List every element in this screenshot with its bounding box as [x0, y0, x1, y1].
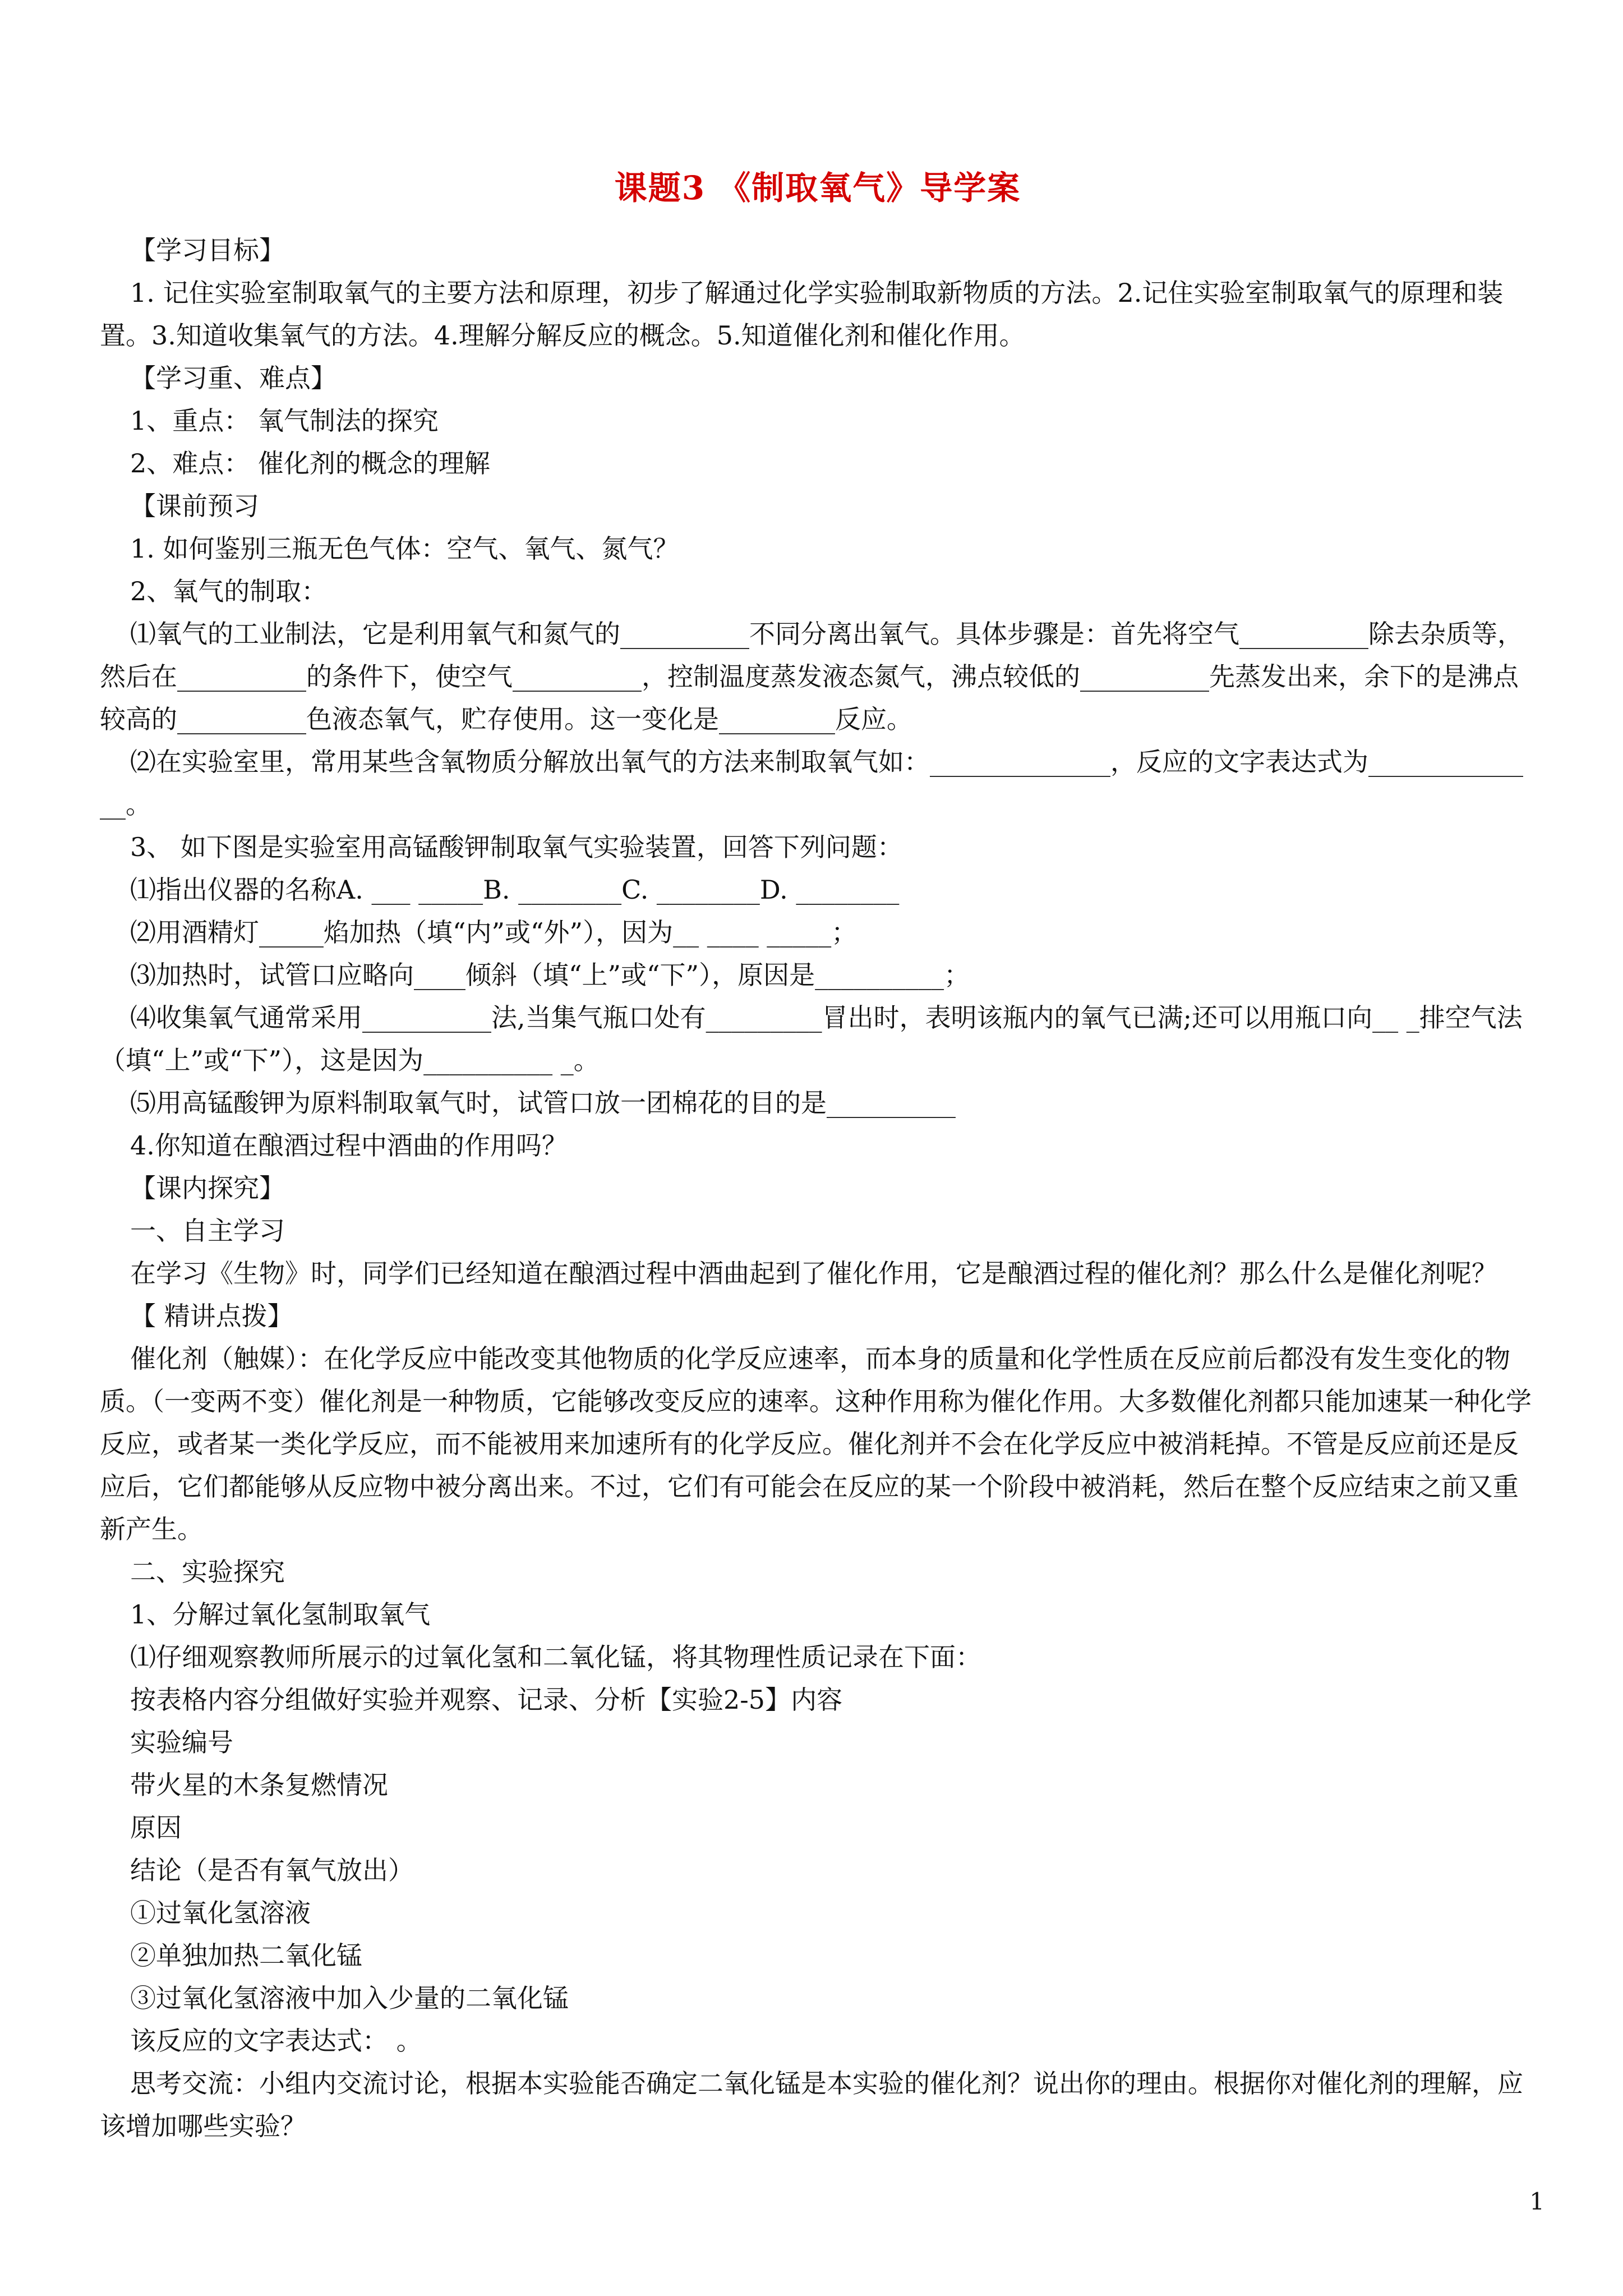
section-heading-key-points: 【学习重、难点】 — [130, 363, 336, 393]
page-number: 1 — [1529, 2188, 1544, 2215]
objectives-text: 1. 记住实验室制取氧气的主要方法和原理，初步了解通过化学实验制取新物质的方法。2.记住实验室制取氧气的原理和装置。3.知道收集氧气的方法。4.理解分解反应的概念。5.知道催化剂和催化作用。 — [100, 278, 1504, 351]
section-heading-preview: 【课前预习 — [130, 491, 259, 521]
question-3-part-2: ⑵用酒精灯_____焰加热（填“内”或“外”），因为__ ____ _____； — [130, 917, 857, 947]
catalyst-paragraph: 催化剂（触媒）：在化学反应中能改变其他物质的化学反应速率，而本身的质量和化学性质在反应前后都没有发生变化的物质。（一变两不变）催化剂是一种物质，它能够改变反应的速率。这种作用称为催化作用。大多数催化剂都只能加速某一种化学反应，或者某一类化学反应，而不能被用来加速所有的化学反应。催化剂并不会在化学反应中被消耗掉。不管是反应前还是反应后，它们都能够从反应物中被分离出来。不过，它们有可能会在反应的某一个阶段中被消耗，然后在整个反应结束之前又重新产生。 — [100, 1343, 1532, 1544]
subsection-experiment: 二、实验探究 — [130, 1557, 285, 1587]
preview-question-2: 2、氧气的制取： — [130, 576, 328, 606]
preview-question-3: 3、 如下图是实验室用高锰酸钾制取氧气实验装置，回答下列问题： — [130, 832, 903, 862]
experiment-instruction: 按表格内容分组做好实验并观察、记录、分析【实验2-5】内容 — [130, 1685, 843, 1715]
table-label-splint-result: 带火星的木条复燃情况 — [130, 1770, 388, 1800]
key-point-line: 1、重点： 氧气制法的探究 — [130, 406, 439, 436]
lab-method-paragraph: ⑵在实验室里，常用某些含氧物质分解放出氧气的方法来制取氧气如：______________，反应的文字表达式为______________。 — [100, 747, 1523, 820]
table-row-2: ②单独加热二氧化锰 — [130, 1940, 362, 1971]
experiment-1-heading: 1、分解过氧化氢制取氧气 — [130, 1599, 431, 1630]
industrial-method-paragraph: ⑴氧气的工业制法，它是利用氧气和氮气的__________不同分离出氧气。具体步骤是：首先将空气__________除去杂质等，然后在__________的条件下，使空气__________，控制温度蒸发液态氮气，沸点较低的__________先蒸发出来，余下的是沸点较高的__________色液态氧气，贮存使用。这一变化是_________反应。 — [100, 619, 1523, 734]
difficulty-line: 2、难点： 催化剂的概念的理解 — [130, 448, 490, 478]
section-heading-explanation: 【 精讲点拨】 — [130, 1301, 293, 1331]
preview-question-1: 1. 如何鉴别三瓶无色气体：空气、氧气、氮气？ — [130, 533, 679, 564]
question-3-part-1: ⑴指出仪器的名称A. ___ _____B. ________C. ________D. ________ — [130, 875, 900, 905]
table-label-reason: 原因 — [130, 1812, 182, 1843]
table-row-3: ③过氧化氢溶液中加入少量的二氧化锰 — [130, 1983, 569, 2013]
self-study-paragraph: 在学习《生物》时，同学们已经知道在酿酒过程中酒曲起到了催化作用，它是酿酒过程的催化剂？那么什么是催化剂呢？ — [130, 1258, 1497, 1289]
document-page — [100, 163, 1536, 2147]
table-label-conclusion: 结论（是否有氧气放出） — [130, 1855, 414, 1885]
table-label-experiment-number: 实验编号 — [130, 1727, 233, 1757]
question-3-part-4: ⑷收集氧气通常采用__________法,当集气瓶口处有_________冒出时，表明该瓶内的氧气已满;还可以用瓶口向__ _排空气法 （填“上”或“下”），这是因为__________ _。 — [100, 1002, 1531, 1075]
question-3-part-5: ⑸用高锰酸钾为原料制取氧气时，试管口放一团棉花的目的是__________ — [130, 1088, 956, 1118]
discussion-paragraph: 思考交流：小组内交流讨论，根据本实验能否确定二氧化锰是本实验的催化剂？说出你的理由。根据你对催化剂的理解，应该增加哪些实验？ — [100, 2068, 1523, 2141]
document-title: 课题3 《制取氧气》导学案 — [614, 169, 1021, 207]
experiment-1-step-1: ⑴仔细观察教师所展示的过氧化氢和二氧化锰，将其物理性质记录在下面： — [130, 1642, 981, 1672]
preview-question-4: 4.你知道在酿酒过程中酒曲的作用吗？ — [130, 1130, 568, 1161]
reaction-expression-line: 该反应的文字表达式： 。 — [130, 2026, 422, 2056]
subsection-self-study: 一、自主学习 — [130, 1216, 285, 1246]
table-row-1: ①过氧化氢溶液 — [130, 1898, 311, 1928]
question-3-part-3: ⑶加热时，试管口应略向____倾斜（填“上”或“下”），原因是__________； — [130, 960, 970, 990]
section-heading-inquiry: 【课内探究】 — [130, 1173, 285, 1203]
section-heading-objectives: 【学习目标】 — [130, 235, 285, 265]
